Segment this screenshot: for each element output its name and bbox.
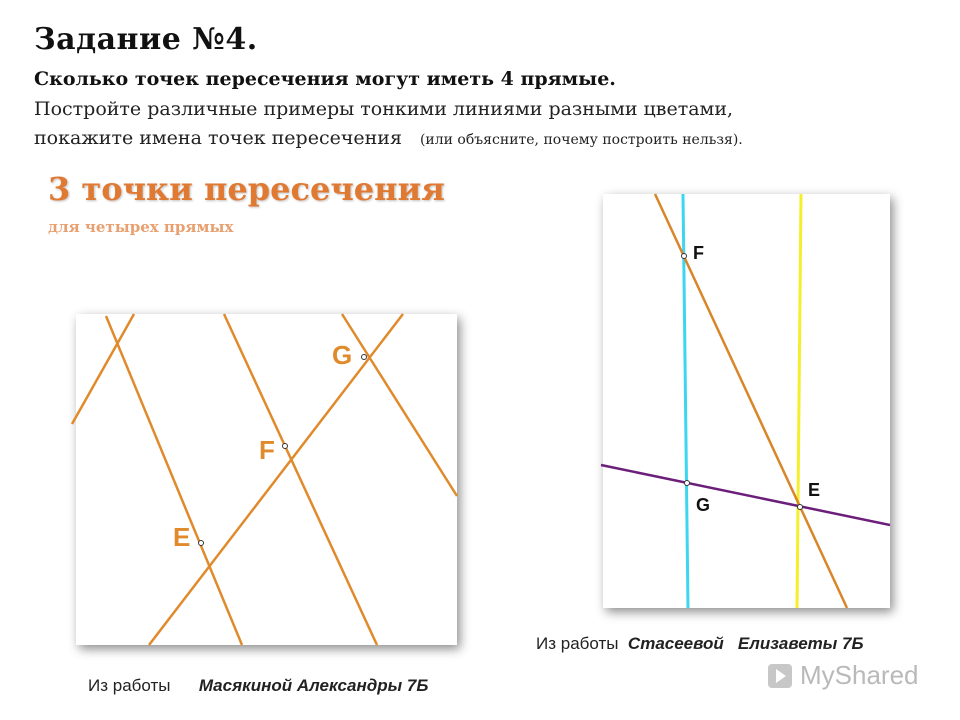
task-instruction-line2 — [34, 127, 743, 149]
watermark — [768, 660, 919, 691]
left-figure-drawing — [76, 314, 457, 645]
right-figure-drawing — [603, 194, 890, 608]
right-point-e-dot — [798, 505, 803, 510]
right-caption-author2: Елизаветы 7Б — [737, 634, 864, 653]
left-line-4 — [342, 314, 457, 496]
point-f-dot — [283, 444, 288, 449]
right-point-g-dot — [685, 481, 690, 486]
left-line-transversal — [149, 314, 403, 645]
left-line-3 — [224, 314, 377, 645]
play-logo-icon — [768, 664, 792, 688]
left-line-1 — [72, 314, 134, 424]
task-title: Задание №4. — [34, 22, 258, 57]
left-caption — [88, 676, 428, 696]
left-line-2 — [106, 316, 242, 645]
task-instruction-line1: Постройте различные примеры тонкими линиями разными цветами, — [34, 98, 734, 120]
task-instruction-note: (или объясните, почему построить нельзя). — [419, 132, 743, 148]
left-caption-author: Масякиной Александры 7Б — [198, 676, 429, 695]
section-heading: 3 точки пересечения — [48, 170, 445, 208]
left-figure-panel — [76, 314, 457, 645]
point-g-label: G — [332, 340, 353, 370]
right-caption — [536, 634, 864, 654]
right-figure-panel — [603, 194, 890, 608]
point-g-dot — [362, 355, 367, 360]
right-line-yellow — [797, 194, 801, 608]
right-point-e-label: E — [808, 480, 821, 500]
point-e-label: E — [173, 522, 191, 552]
right-point-f-label: F — [693, 243, 704, 263]
watermark-text: MyShared — [800, 660, 919, 690]
section-subheading: для четырех прямых — [48, 218, 234, 236]
point-f-label: F — [259, 435, 275, 465]
right-point-g-label: G — [696, 495, 711, 515]
right-caption-author1: Стасеевой — [627, 634, 724, 653]
task-instruction-text: покажите имена точек пересечения — [34, 127, 402, 149]
right-caption-prefix: Из работы — [536, 634, 619, 653]
point-e-dot — [199, 541, 204, 546]
right-point-f-dot — [682, 254, 687, 259]
left-caption-prefix: Из работы — [88, 676, 171, 695]
right-line-purple — [601, 465, 890, 525]
task-question: Сколько точек пересечения могут иметь 4 прямые. — [34, 68, 616, 90]
